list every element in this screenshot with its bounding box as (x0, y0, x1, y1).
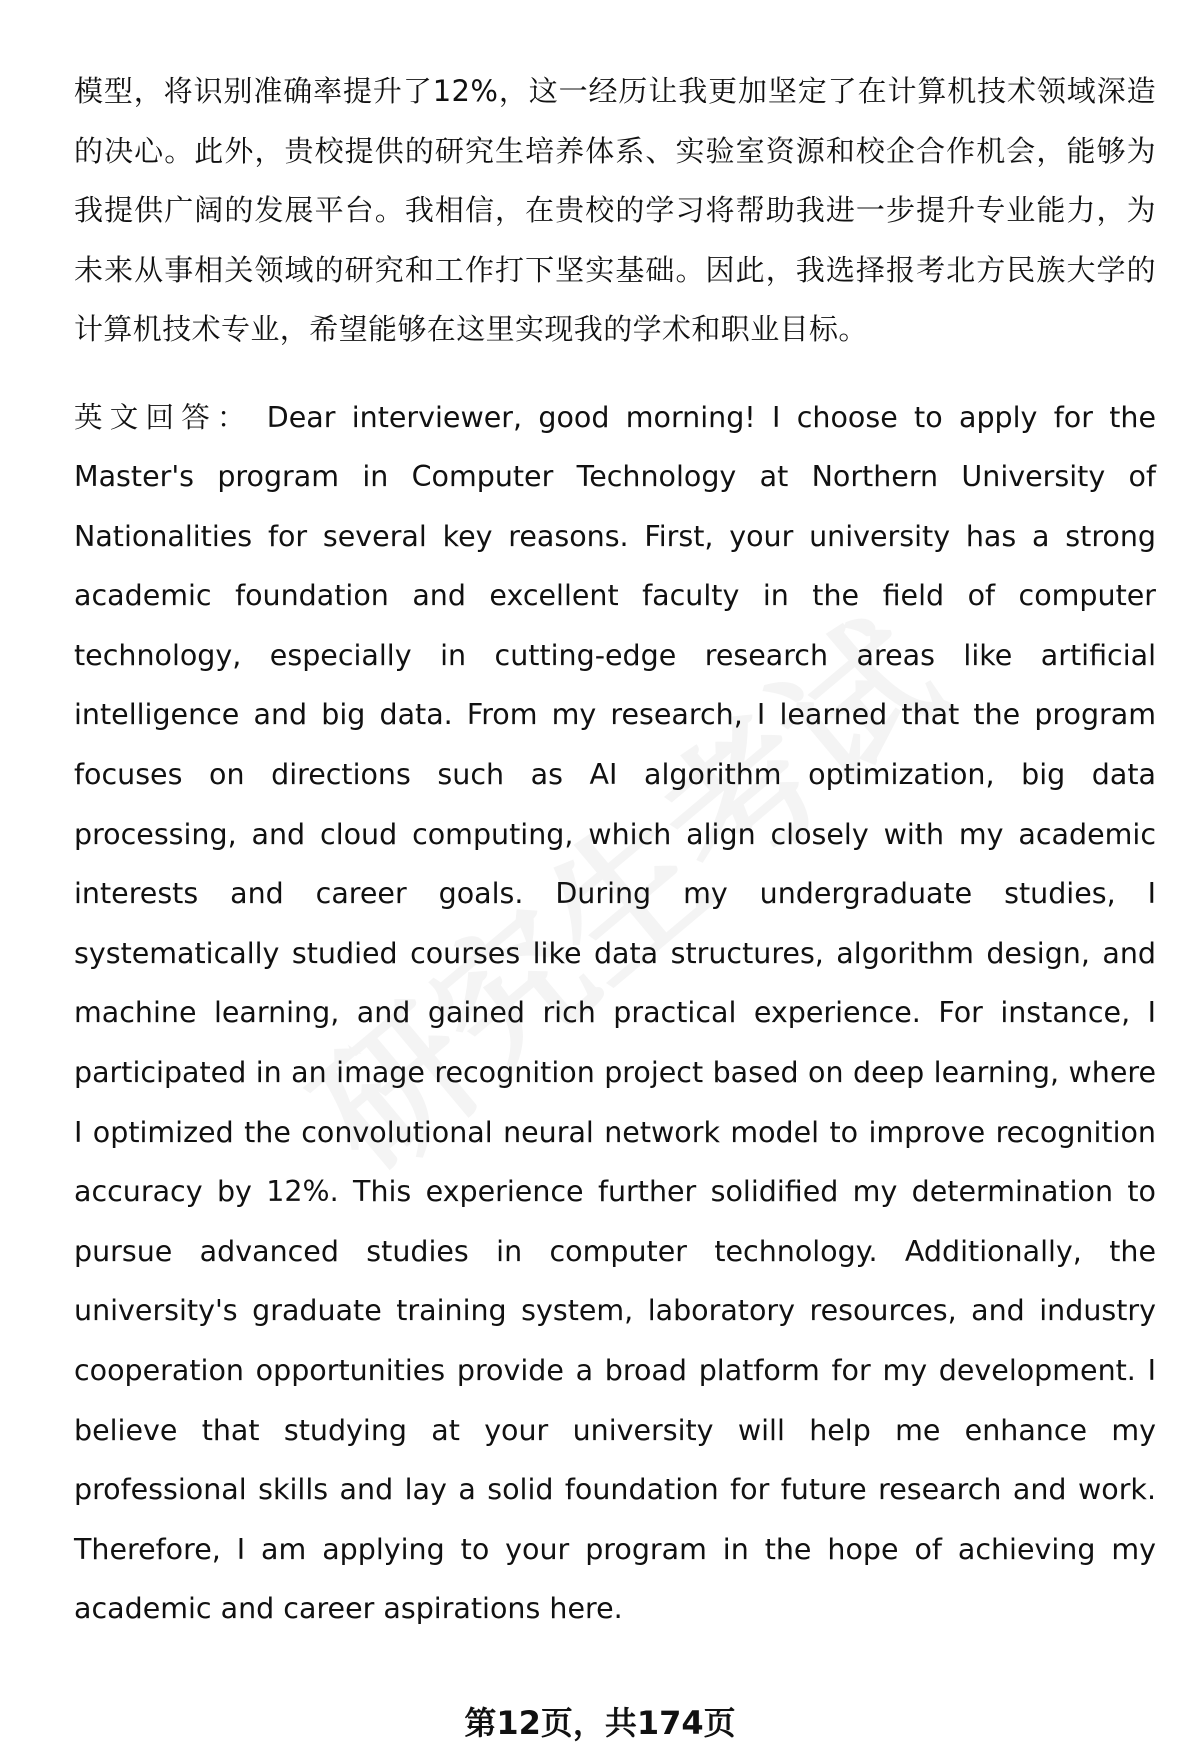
chinese-answer-paragraph: 模型，将识别准确率提升了12%，这一经历让我更加坚定了在计算机技术领域深造的决心。此外，贵校提供的研究生培养体系、实验室资源和校企合作机会，能够为我提供广阔的发展平台。我相信，在贵校的学习将帮助我进一步提升专业能力，为未来从事相关领域的研究和工作打下坚实基础。因此，我选择报考北方民族大学的计算机技术专业，希望能够在这里实现我的学术和职业目标。 (74, 74, 1156, 346)
english-answer-text: Dear interviewer, good morning! I choose to apply for the Master's program in Computer Technology at Northern University of Nationalities for several key reasons. First, your university has a strong academic foundation and excellent faculty in the field of computer technology, especially in cutting-edge research areas like artificial intelligence and big data. From my research, I learned that the program focuses on directions such as AI algorithm optimization, big data processing, and cloud computing, which align closely with my academic interests and career goals. During my undergraduate studies, I systematically studied courses like data structures, algorithm design, and machine learning, and gained rich practical experience. For instance, I participated in an image recognition project based on deep learning, where I optimized the convolutional neural network model to improve recognition accuracy by 12%. This experience further solidified my determination to pursue advanced studies in computer technology. Additionally, the university's graduate training system, laboratory resources, and industry cooperation opportunities provide a broad platform for my development. I believe that studying at your university will help me enhance my professional skills and lay a solid foundation for future research and work. Therefore, I am applying to your program in the hope of achieving my academic and career aspirations here. (74, 400, 1156, 1626)
document-body (74, 62, 1156, 1639)
english-answer-label: 英文回答： (74, 400, 253, 434)
english-answer-paragraph (74, 388, 1156, 1639)
page-number: 第12页，共174页 (464, 1704, 736, 1742)
